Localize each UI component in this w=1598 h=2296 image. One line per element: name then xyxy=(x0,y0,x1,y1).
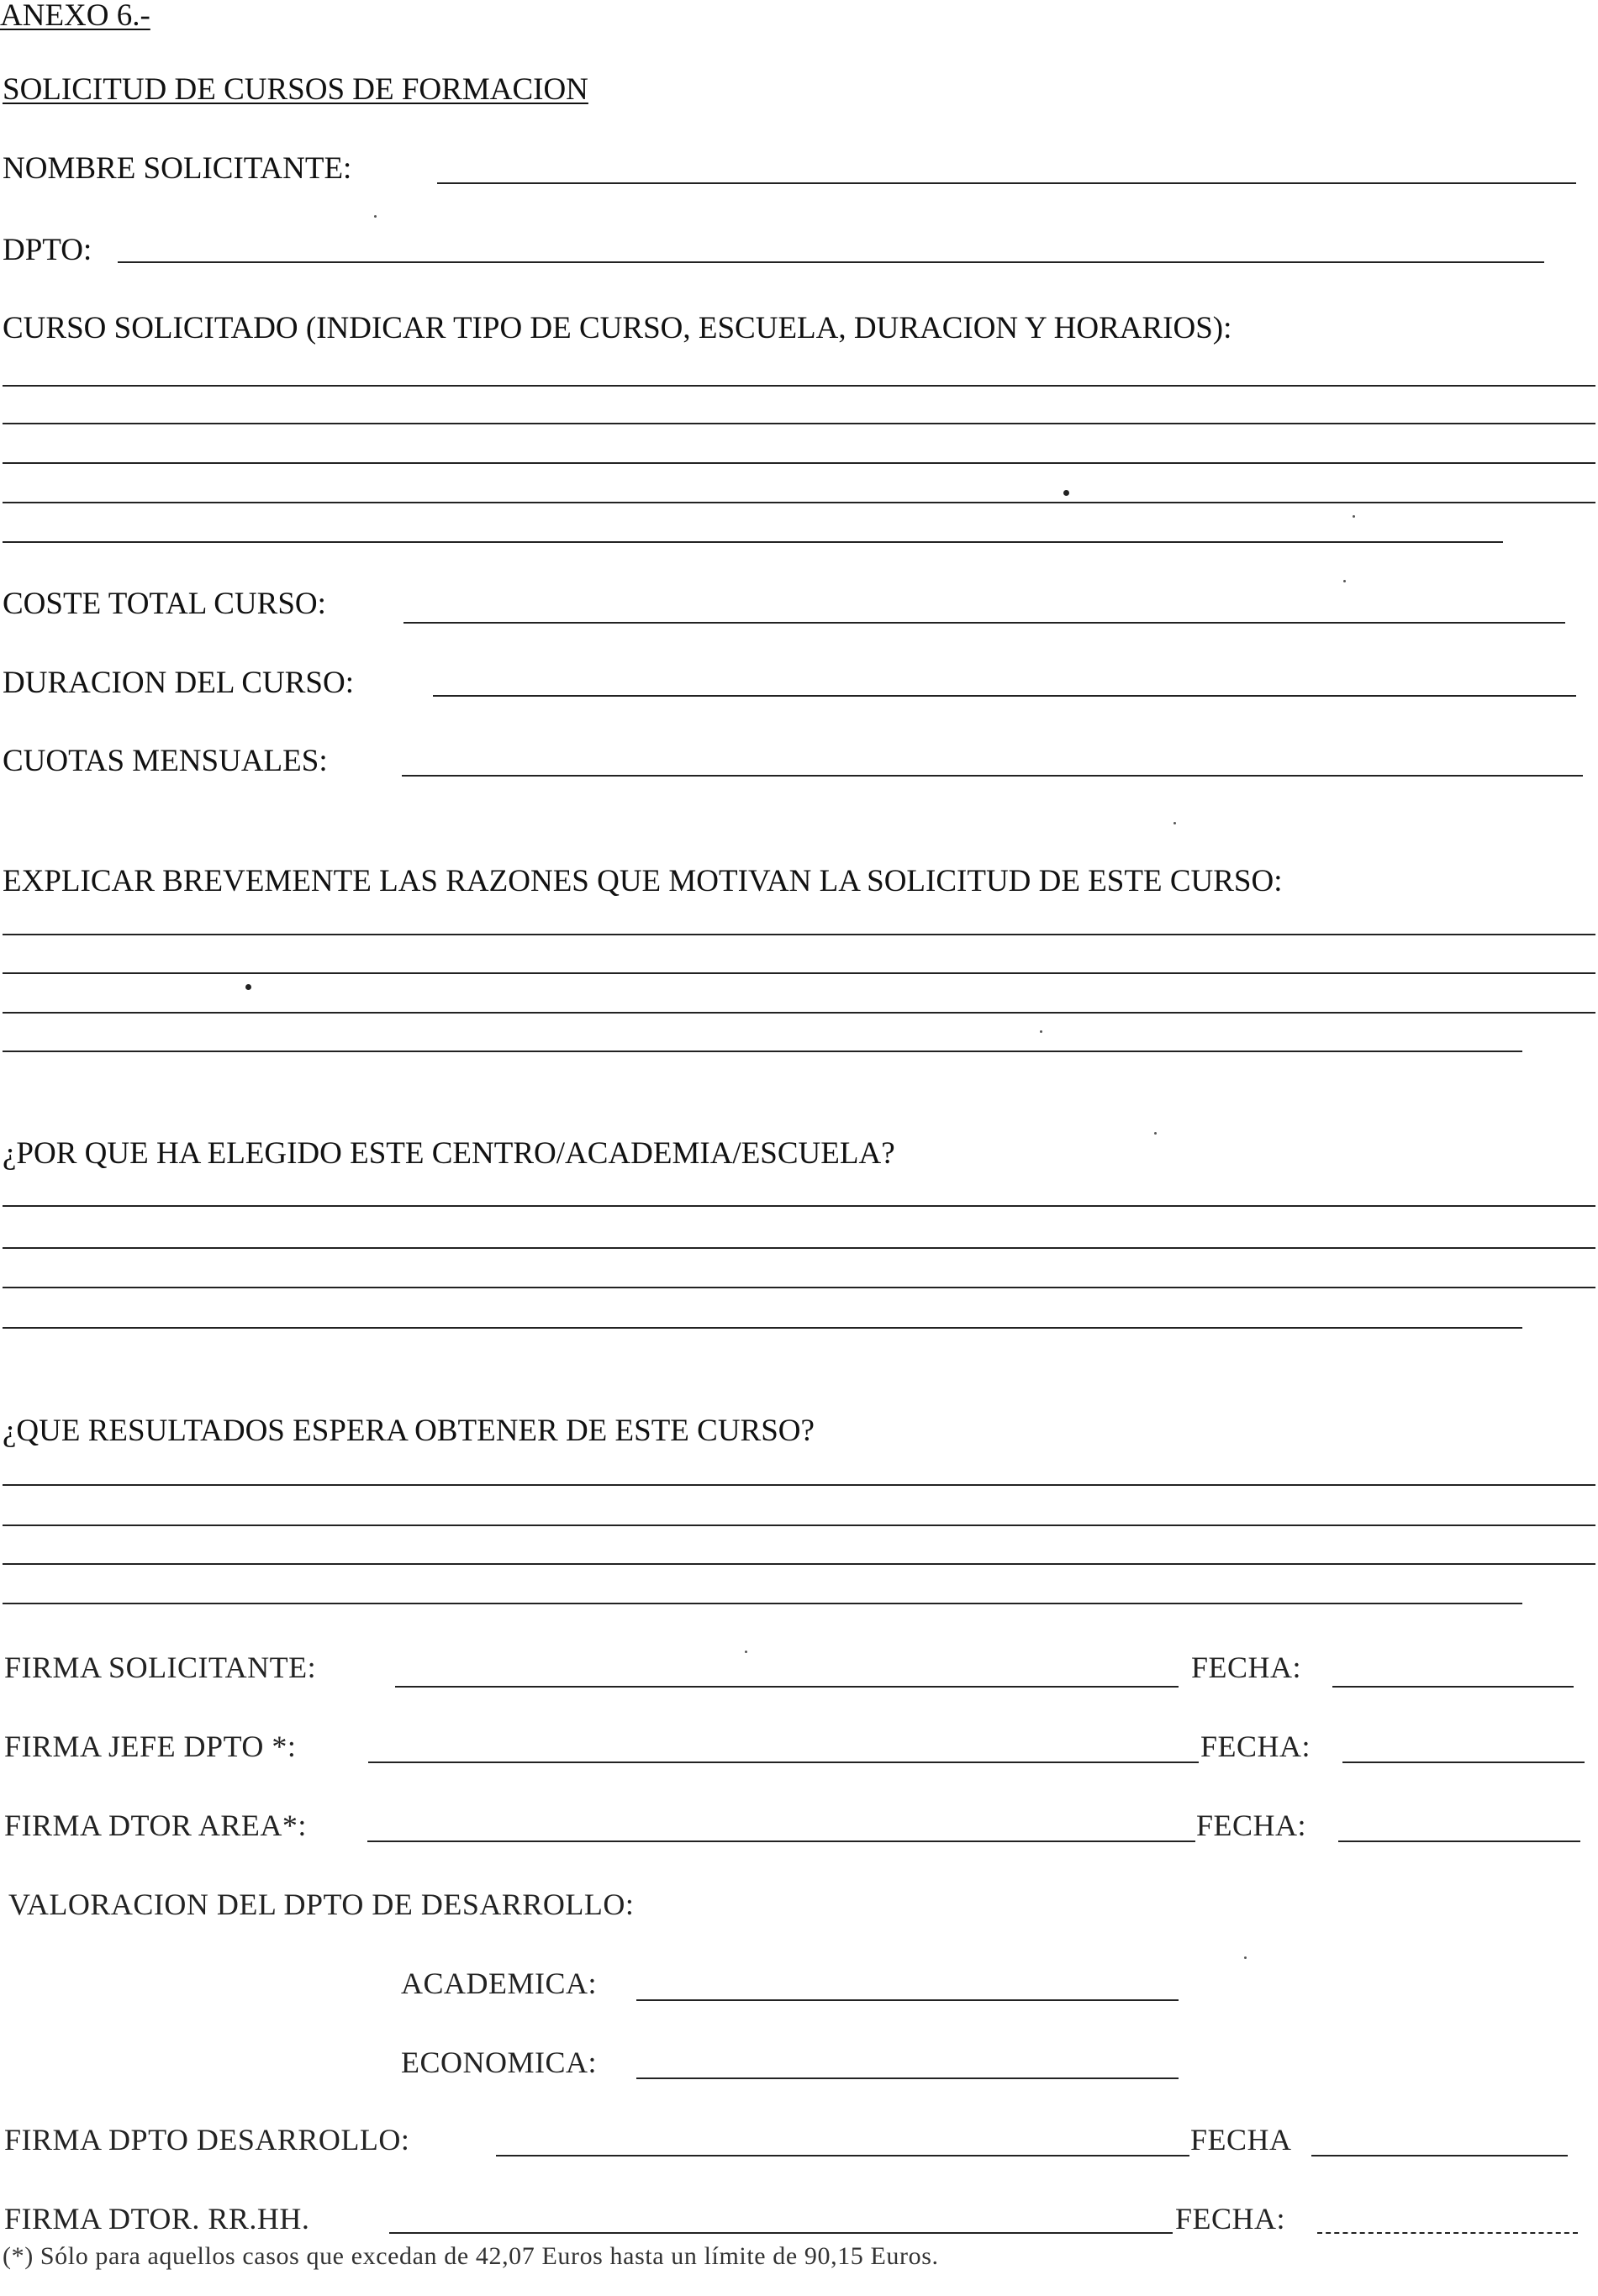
dev-dept-date-field[interactable] xyxy=(1311,2155,1568,2156)
why-center-line-4[interactable] xyxy=(3,1327,1522,1329)
expected-results-line-2[interactable] xyxy=(3,1525,1595,1526)
course-duration-field[interactable] xyxy=(433,695,1576,697)
scan-speck xyxy=(1154,1132,1157,1135)
department-label: DPTO: xyxy=(3,233,92,267)
expected-results-line-4[interactable] xyxy=(3,1603,1522,1604)
scan-speck xyxy=(1040,1030,1042,1033)
hr-director-signature-label: FIRMA DTOR. RR.HH. xyxy=(4,2202,310,2235)
monthly-fees-field[interactable] xyxy=(402,775,1583,777)
why-center-line-3[interactable] xyxy=(3,1287,1595,1288)
why-center-question: ¿POR QUE HA ELEGIDO ESTE CENTRO/ACADEMIA/ESCUELA? xyxy=(3,1136,895,1171)
dept-head-date-field[interactable] xyxy=(1342,1761,1585,1763)
course-requested-line-3[interactable] xyxy=(3,462,1595,464)
why-center-line-2[interactable] xyxy=(3,1247,1595,1249)
scan-speck xyxy=(245,984,251,990)
expected-results-line-3[interactable] xyxy=(3,1563,1595,1565)
scan-speck xyxy=(1173,822,1176,824)
why-center-line-1[interactable] xyxy=(3,1205,1595,1207)
annex-label: ANEXO 6.- xyxy=(0,0,150,33)
reasons-line-3[interactable] xyxy=(3,1012,1595,1014)
reasons-line-1[interactable] xyxy=(3,934,1595,935)
course-requested-label: CURSO SOLICITADO (INDICAR TIPO DE CURSO, ESCUELA, DURACION Y HORARIOS): xyxy=(3,311,1232,345)
total-cost-field[interactable] xyxy=(403,622,1565,624)
area-director-signature-field[interactable] xyxy=(367,1840,1195,1842)
course-requested-line-2[interactable] xyxy=(3,423,1595,424)
form-title: SOLICITUD DE CURSOS DE FORMACION xyxy=(3,72,588,107)
hr-director-signature-field[interactable] xyxy=(389,2232,1173,2234)
reasons-line-4[interactable] xyxy=(3,1051,1522,1052)
expected-results-question: ¿QUE RESULTADOS ESPERA OBTENER DE ESTE CURSO? xyxy=(3,1414,815,1448)
hr-director-date-field[interactable] xyxy=(1317,2232,1578,2234)
course-duration-label: DURACION DEL CURSO: xyxy=(3,666,354,700)
applicant-name-label: NOMBRE SOLICITANTE: xyxy=(3,151,352,186)
area-director-signature-label: FIRMA DTOR AREA*: xyxy=(4,1809,307,1842)
dev-dept-date-label: FECHA xyxy=(1190,2123,1292,2156)
expected-results-line-1[interactable] xyxy=(3,1484,1595,1486)
dev-dept-signature-label: FIRMA DPTO DESARROLLO: xyxy=(4,2123,410,2156)
scan-speck xyxy=(374,215,377,218)
academic-field[interactable] xyxy=(636,1999,1179,2001)
course-requested-line-4[interactable] xyxy=(3,502,1595,503)
area-director-date-label: FECHA: xyxy=(1196,1809,1307,1842)
total-cost-label: COSTE TOTAL CURSO: xyxy=(3,587,326,621)
scan-speck xyxy=(1244,1956,1247,1959)
applicant-name-field[interactable] xyxy=(437,182,1576,184)
footnote: (*) Sólo para aquellos casos que excedan de 42,07 Euros hasta un límite de 90,15 Euros. xyxy=(3,2242,939,2270)
scan-speck xyxy=(745,1651,747,1653)
applicant-signature-field[interactable] xyxy=(395,1686,1179,1688)
dept-head-signature-field[interactable] xyxy=(368,1761,1199,1763)
applicant-date-label: FECHA: xyxy=(1191,1651,1302,1684)
monthly-fees-label: CUOTAS MENSUALES: xyxy=(3,744,328,778)
department-field[interactable] xyxy=(118,261,1544,263)
course-requested-line-1[interactable] xyxy=(3,385,1595,387)
economic-label: ECONOMICA: xyxy=(401,2046,598,2079)
reasons-question: EXPLICAR BREVEMENTE LAS RAZONES QUE MOTIVAN LA SOLICITUD DE ESTE CURSO: xyxy=(3,864,1283,898)
area-director-date-field[interactable] xyxy=(1338,1840,1580,1842)
dept-head-date-label: FECHA: xyxy=(1200,1730,1311,1763)
course-requested-line-5[interactable] xyxy=(3,541,1503,543)
scan-speck xyxy=(1063,490,1069,496)
academic-label: ACADEMICA: xyxy=(401,1967,598,2000)
scan-speck xyxy=(1353,515,1355,518)
dev-dept-signature-field[interactable] xyxy=(496,2155,1189,2156)
applicant-date-field[interactable] xyxy=(1332,1686,1574,1688)
applicant-signature-label: FIRMA SOLICITANTE: xyxy=(4,1651,317,1684)
hr-director-date-label: FECHA: xyxy=(1175,2202,1286,2235)
scan-speck xyxy=(1343,580,1346,582)
dept-head-signature-label: FIRMA JEFE DPTO *: xyxy=(4,1730,297,1763)
economic-field[interactable] xyxy=(636,2077,1179,2079)
reasons-line-2[interactable] xyxy=(3,972,1595,974)
valuation-heading: VALORACION DEL DPTO DE DESARROLLO: xyxy=(8,1888,635,1921)
